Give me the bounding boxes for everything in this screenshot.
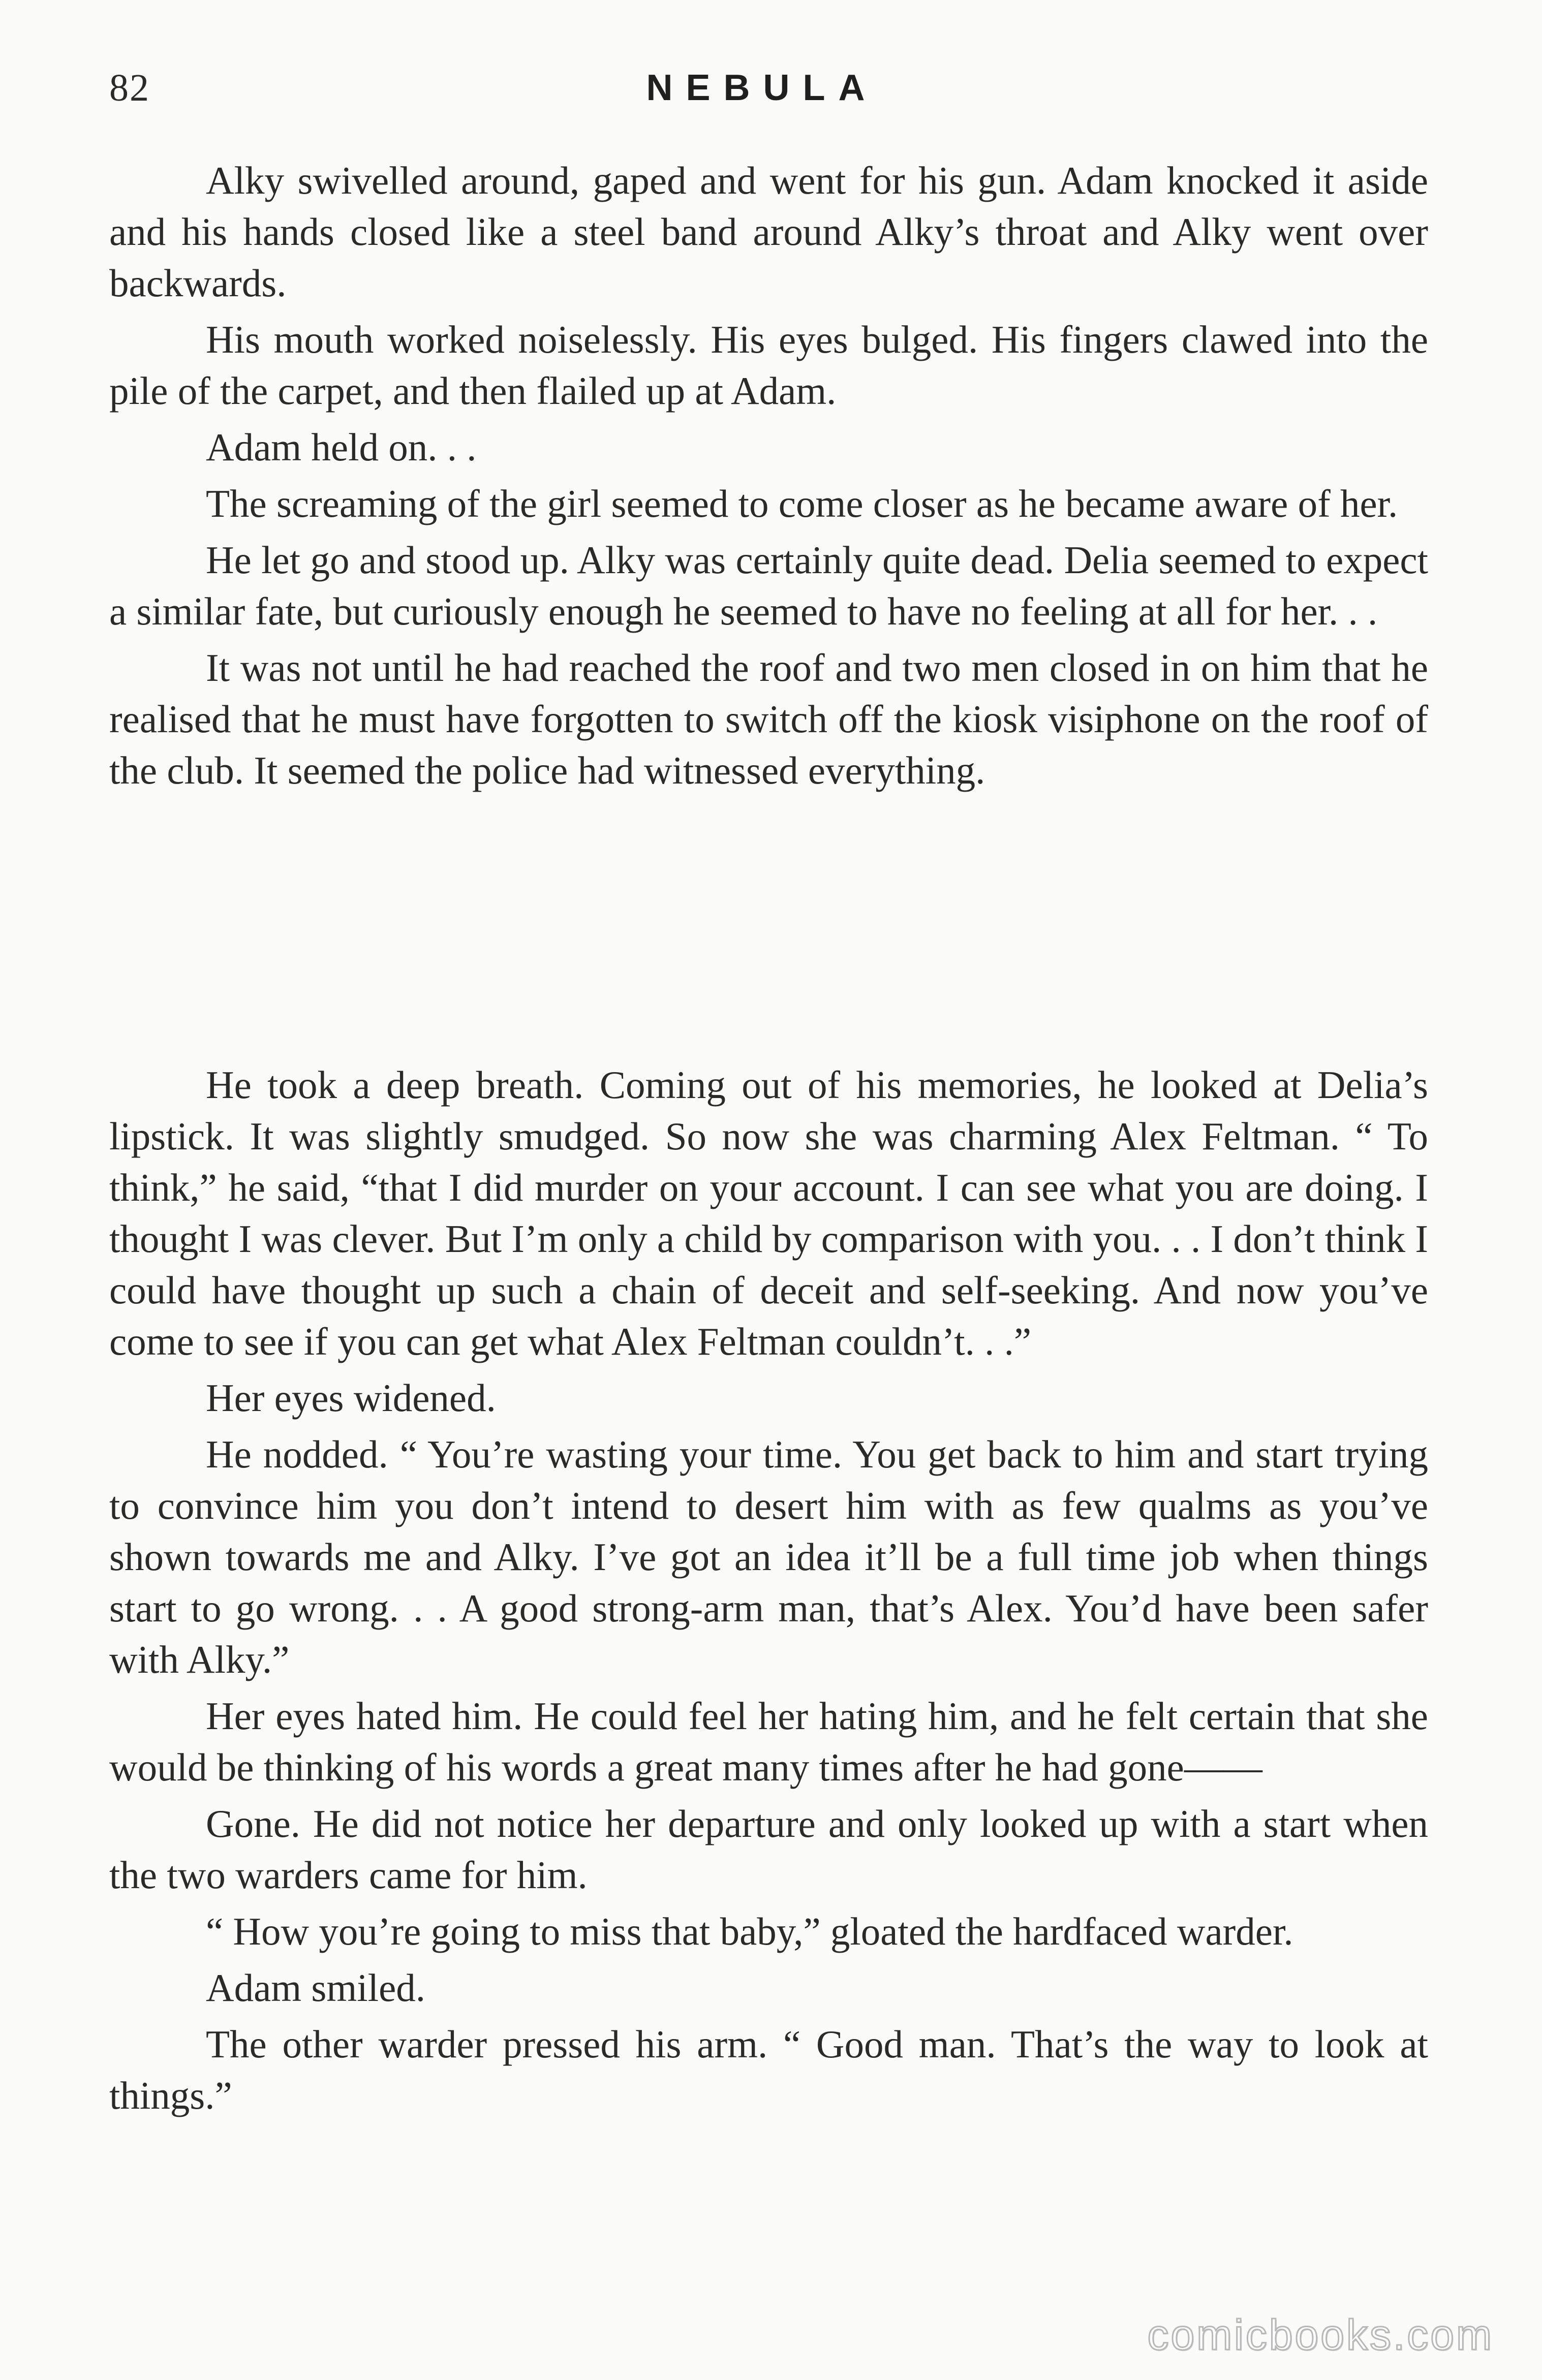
page-header <box>109 66 1415 122</box>
text-section-first <box>109 155 1428 801</box>
paragraph: “ How you’re going to miss that baby,” gloated the hardfaced warder. <box>206 1909 1293 1953</box>
text-section-second <box>109 1059 1428 2126</box>
paragraph: He nodded. “ You’re wasting your time. You get back to him and start trying to convince him you don’t intend to desert him with as few qualms as you’ve shown towards me and Alky. I’ve got an idea it’ll be a full time job when things start to go wrong. . . A good strong-arm man, that’s Alex. You’d have been safer with Alky.” <box>109 1432 1428 1681</box>
paragraph: His mouth worked noiselessly. His eyes bulged. His fingers clawed into the pile of the carpet, and then flailed up at Adam. <box>109 318 1428 413</box>
paragraph: Gone. He did not notice her departure and only looked up with a start when the two warders came for him. <box>109 1802 1428 1897</box>
watermark: comicbooks.com <box>1147 2311 1494 2359</box>
paragraph: He let go and stood up. Alky was certainly quite dead. Delia seemed to expect a similar fate, but curiously enough he seemed to have no feeling at all for her. . . <box>109 538 1428 633</box>
page-number: 82 <box>109 67 150 109</box>
paragraph: The screaming of the girl seemed to come closer as he became aware of her. <box>206 482 1398 525</box>
paragraph: Her eyes hated him. He could feel her hating him, and he felt certain that she would be thinking of his words a great many times after he had gone—— <box>109 1694 1428 1789</box>
paragraph: Alky swivelled around, gaped and went for his gun. Adam knocked it aside and his hands closed like a steel band around Alky’s throat and Alky went over backwards. <box>109 159 1428 305</box>
paragraph: Adam held on. . . <box>206 425 477 469</box>
paragraph: He took a deep breath. Coming out of his memories, he looked at Delia’s lipstick. It was slightly smudged. So now she was charming Alex Feltman. “ To think,” he said, “that I did murder on your account. I can see what you are doing. I thought I was clever. But I’m only a child by comparison with you. . . I don’t think I could have thought up such a chain of deceit and self-seeking. And now you’ve come to see if you can get what Alex Feltman couldn’t. . .” <box>109 1063 1428 1363</box>
magazine-title: NEBULA <box>646 68 878 108</box>
paragraph: Her eyes widened. <box>206 1376 496 1420</box>
paragraph: It was not until he had reached the roof and two men closed in on him that he realised that he must have forgotten to switch off the kiosk visiphone on the roof of the club. It seemed the police had witnessed everything. <box>109 646 1428 792</box>
paragraph: Adam smiled. <box>206 1966 425 2010</box>
paragraph: The other warder pressed his arm. “ Good man. That’s the way to look at things.” <box>109 2022 1428 2117</box>
